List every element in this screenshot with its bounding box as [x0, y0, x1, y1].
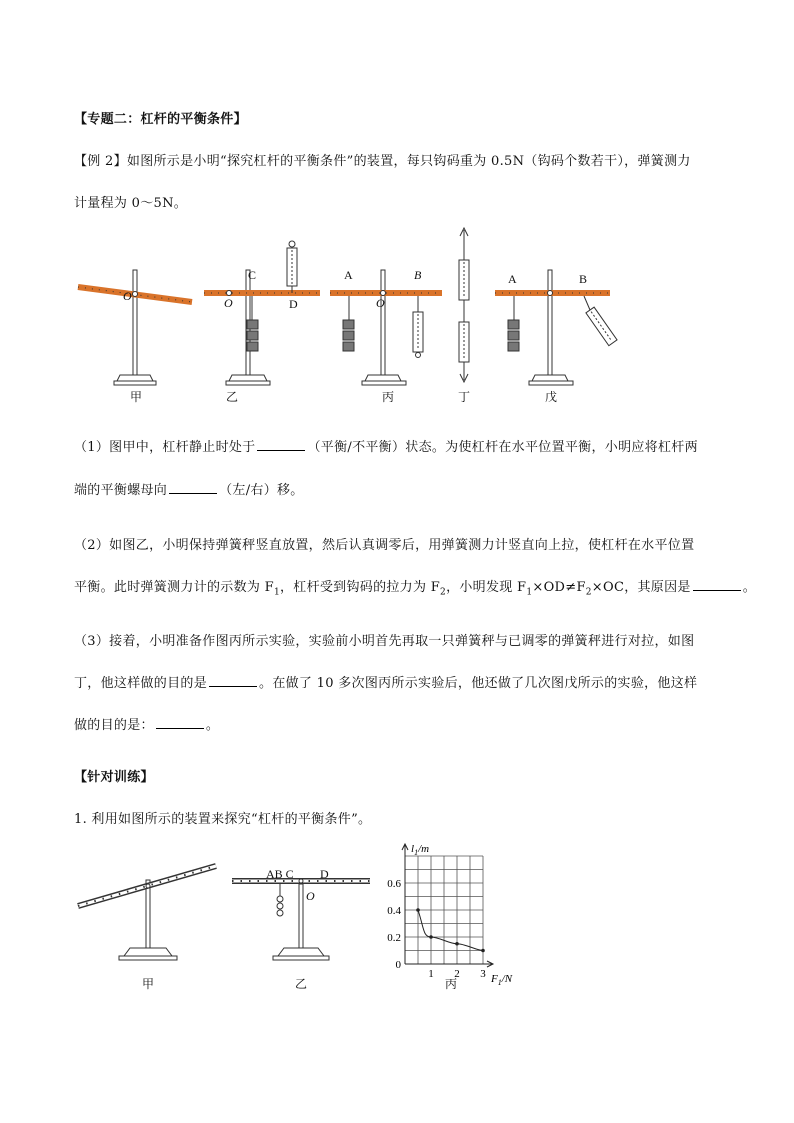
question-2-line-1: （2）如图乙，小明保持弹簧秤竖直放置，然后认真调零后，用弹簧测力计竖直向上拉，使杠杆在水平位置: [74, 538, 695, 553]
example-line-2: 计量程为 0～5N。: [74, 196, 188, 211]
caption-yi: 乙: [226, 390, 239, 404]
label-d-yi: D: [289, 297, 298, 311]
figure1-bing: [330, 270, 442, 385]
q2-text-a: 平衡。此时弹簧测力计的示数为 F: [74, 580, 274, 595]
question-3-line-3: [74, 714, 219, 733]
data-point: [455, 942, 459, 946]
label-b-bing: B: [414, 268, 422, 282]
label-b-wu: B: [579, 272, 588, 286]
subscript: 1: [526, 587, 533, 598]
lever-label-o: O: [306, 889, 315, 903]
caption-ding: 丁: [458, 390, 471, 404]
answer-blank[interactable]: [156, 716, 204, 729]
q1-text-4: （左/右）移。: [219, 483, 304, 498]
label-c-yi: C: [248, 268, 257, 282]
q3-text-d: 。: [205, 718, 220, 733]
label-a-bing: A: [344, 268, 353, 282]
caption-jia: 甲: [130, 390, 143, 404]
q2-text-b: ，杠杆受到钩码的拉力为 F: [279, 580, 441, 595]
label-o-yi: O: [224, 296, 233, 310]
q3-text-b: 。在做了 10 多次图丙所示实验后，他还做了几次图戊所示的实验，他这样: [259, 676, 698, 691]
q3-text-c: 做的目的是：: [74, 718, 154, 733]
training-question-1: 1. 利用如图所示的装置来探究“杠杆的平衡条件”。: [74, 812, 372, 827]
y-axis-title: $l_1/m$: [411, 843, 430, 857]
data-point: [416, 908, 420, 912]
q2-text-c: ，小明发现 F: [446, 580, 527, 595]
subscript: 2: [440, 587, 447, 598]
question-2-line-2: [74, 576, 756, 598]
label-o-jia: O: [123, 289, 132, 303]
q1-text-1: （1）图甲中，杠杆静止时处于: [74, 440, 256, 455]
figure2-caption-bing: 丙: [445, 977, 458, 991]
question-3-line-1: （3）接着，小明准备作图丙所示实验，实验前小明首先再取一只弹簧秤与已调零的弹簧秤进行对拉，如图: [74, 634, 695, 649]
data-point: [429, 935, 433, 939]
figure1-jia: [78, 270, 192, 385]
answer-blank[interactable]: [209, 674, 257, 687]
figure2-yi: [232, 879, 370, 960]
y-tick-label: 0.2: [387, 932, 401, 944]
subscript: 1: [273, 587, 280, 598]
figure-2: [0, 843, 794, 1000]
y-tick-label: 0.4: [387, 905, 401, 917]
q2-text-e: ×OC，其原因是: [591, 580, 691, 595]
x-axis-title: $F_1/N$: [491, 973, 513, 987]
label-o-bing: O: [376, 296, 385, 310]
y-tick-label: 0.6: [387, 878, 401, 890]
label-a-wu: A: [508, 272, 517, 286]
answer-blank[interactable]: [169, 481, 217, 494]
figure2-caption-jia: 甲: [142, 977, 155, 991]
q2-text-d: ×OD≠F: [532, 580, 586, 595]
caption-wu: 戊: [545, 390, 558, 404]
example-line-1: 【例 2】如图所示是小明“探究杠杆的平衡条件”的装置，每只钩码重为 0.5N（钩码个数若干），弹簧测力: [74, 154, 691, 169]
question-1-line-2: [74, 479, 304, 498]
figure2-bing-graph: [387, 843, 513, 987]
subscript: 2: [585, 587, 592, 598]
training-title: 【针对训练】: [74, 770, 154, 785]
question-3-line-2: [74, 672, 697, 691]
caption-bing: 丙: [382, 390, 395, 404]
section-title: 【专题二：杠杆的平衡条件】: [74, 112, 247, 127]
q1-text-3: 端的平衡螺母向: [74, 483, 168, 498]
lever-labels-abc: AB C: [266, 867, 294, 881]
figure-1: [0, 230, 794, 430]
figure1-wu: [495, 270, 617, 385]
q3-text-a: 丁，他这样做的目的是: [74, 676, 208, 691]
q2-text-f: 。: [742, 580, 757, 595]
data-curve: [418, 910, 483, 951]
figure1-ding: [459, 228, 469, 382]
question-1-line-1: [74, 436, 698, 455]
answer-blank[interactable]: [693, 578, 741, 591]
x-tick-label: 3: [480, 968, 486, 980]
data-point: [481, 949, 485, 953]
q1-text-2: （平衡/不平衡）状态。为使杠杆在水平位置平衡，小明应将杠杆两: [307, 440, 698, 455]
x-tick-label: 2: [454, 968, 460, 980]
answer-blank[interactable]: [257, 438, 305, 451]
figure2-caption-yi: 乙: [295, 977, 308, 991]
figure1-yi: [204, 241, 320, 385]
figure2-jia: [78, 866, 216, 960]
x-tick-label: 1: [428, 968, 434, 980]
lever-label-d: D: [320, 867, 329, 881]
y-tick-label: 0: [395, 959, 401, 971]
